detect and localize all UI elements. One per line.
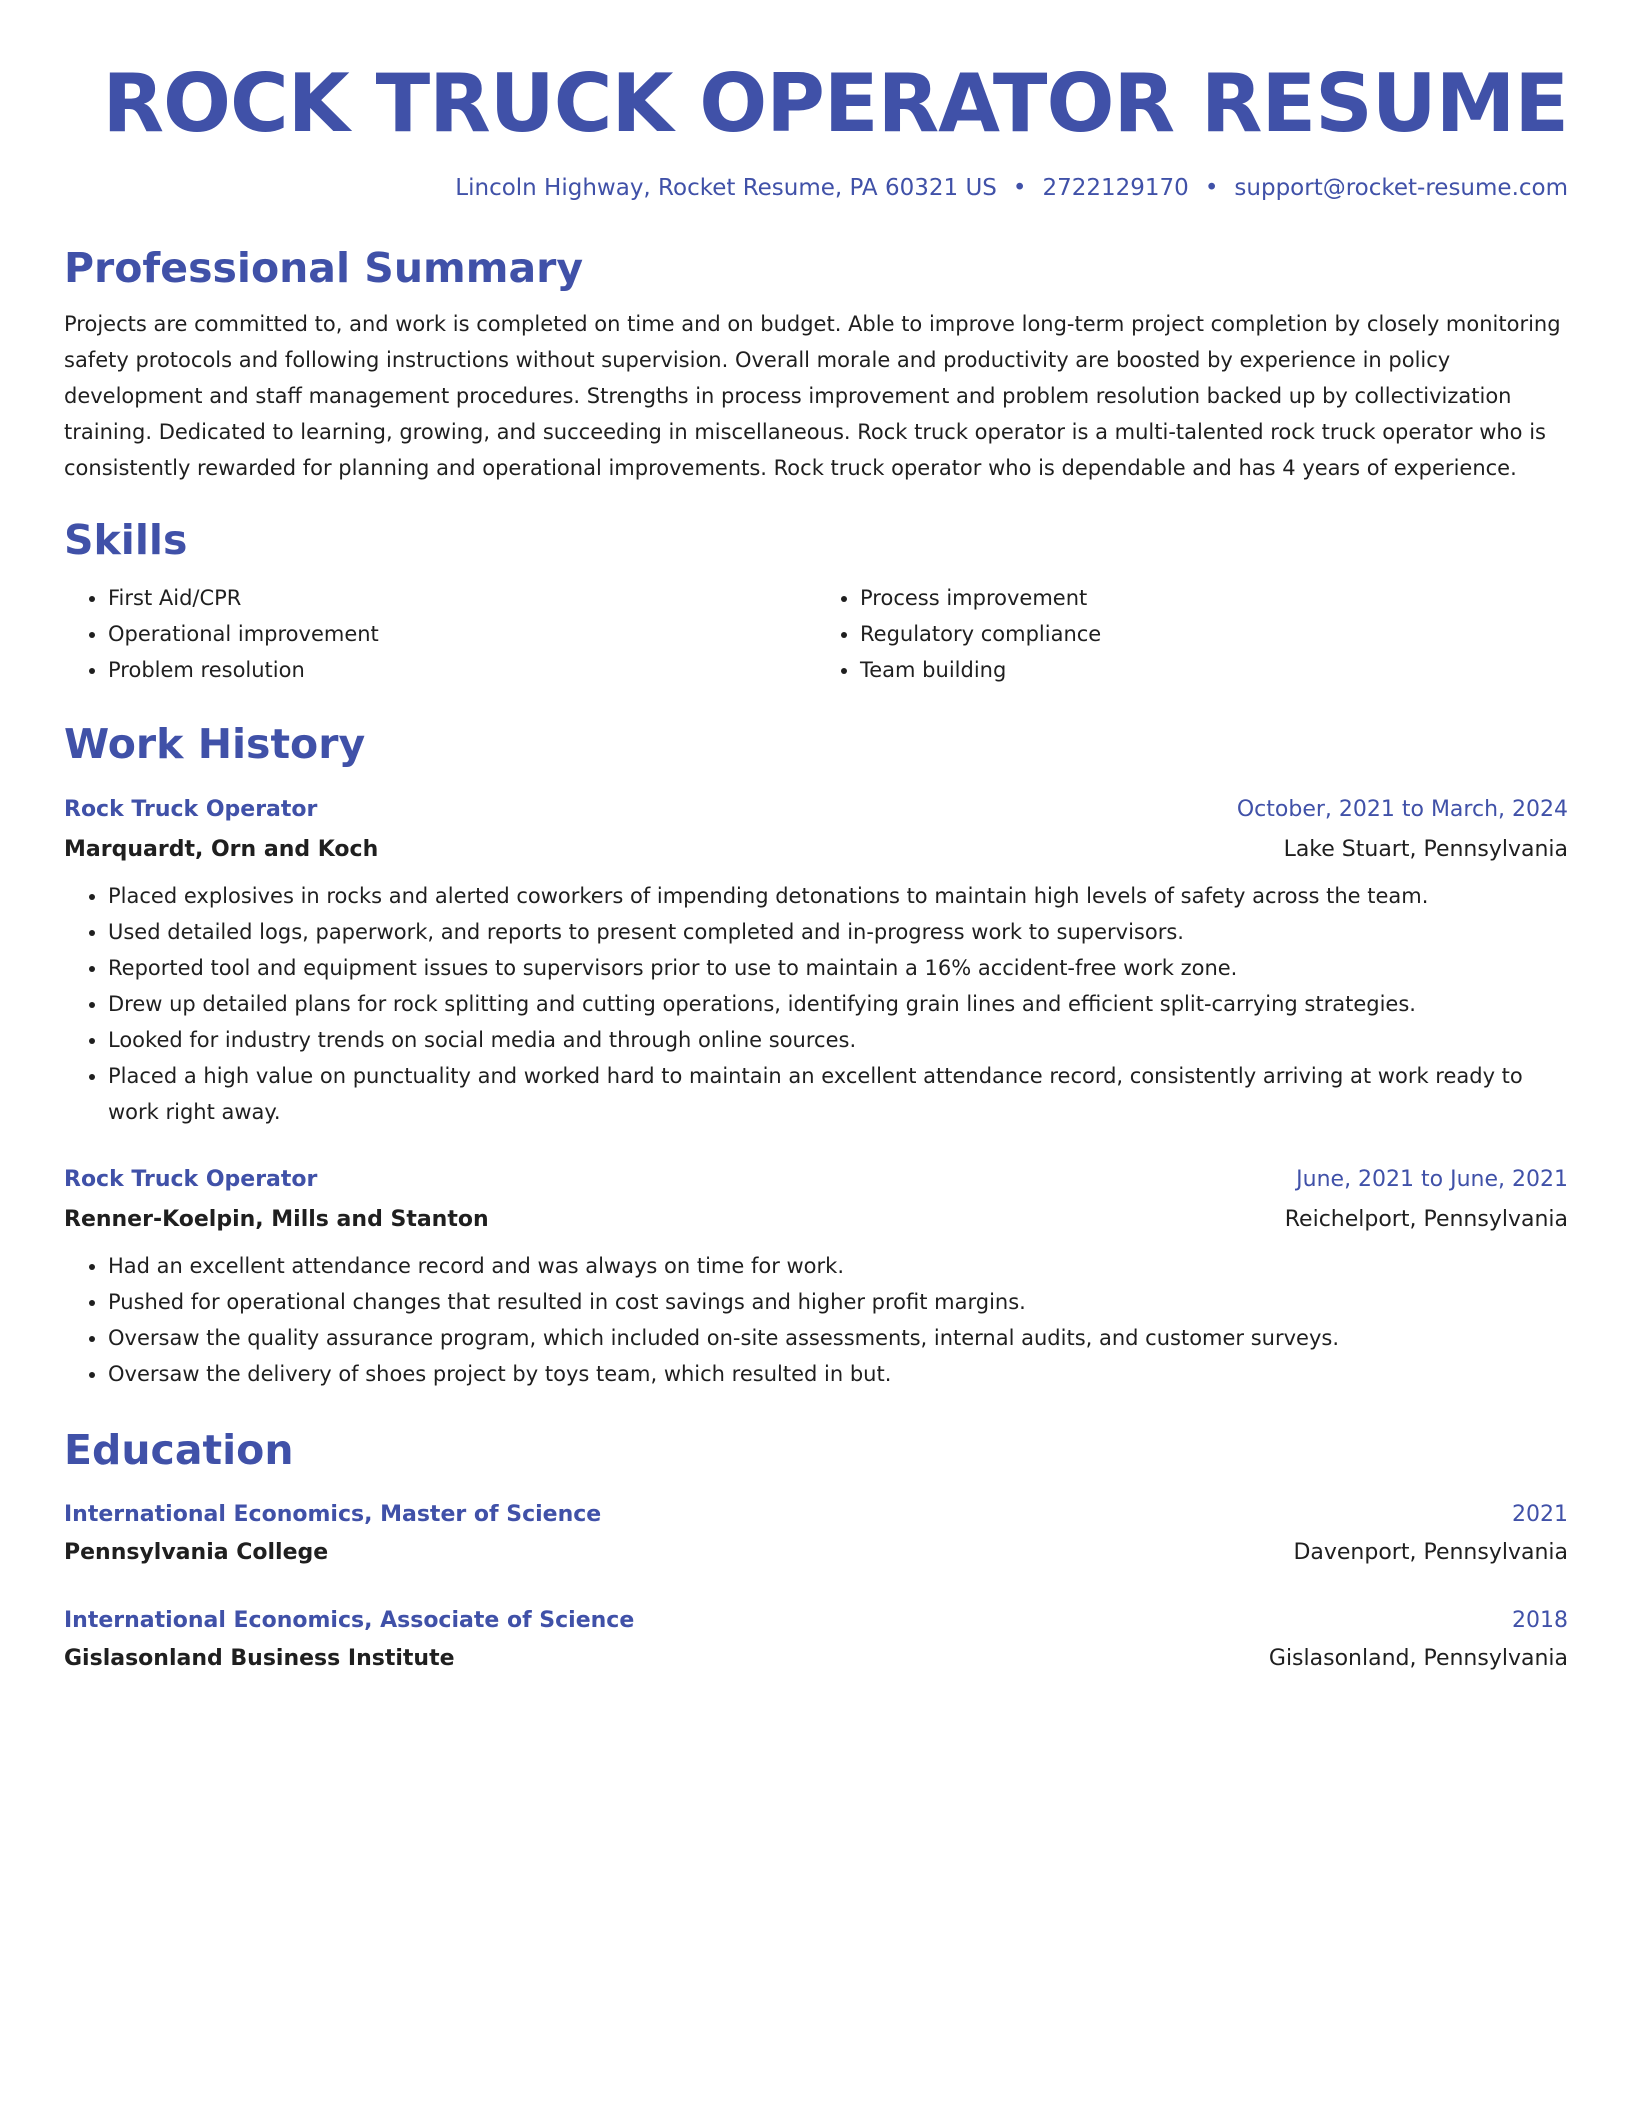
job-bullet: • Reported tool and equipment issues to supervisors prior to use to maintain a 16% accident-free work zone. xyxy=(108,950,1568,986)
job-entry xyxy=(64,1160,1568,1392)
skill-item: • Operational improvement xyxy=(108,616,816,652)
job-bullet: • Had an excellent attendance record and was always on time for work. xyxy=(108,1248,1568,1284)
job-bullet: • Looked for industry trends on social media and through online sources. xyxy=(108,1022,1568,1058)
contact-address: Lincoln Highway, Rocket Resume, PA 60321 US xyxy=(455,175,997,201)
summary-text: Projects are committed to, and work is completed on time and on budget. Able to improve long-term project completion by closely monitoring safety protocols and following instructions without supervision. Overall morale and productivity are boosted by experience in policy development and staff management procedures. Strengths in process improvement and problem resolution backed up by collectivization training. Dedicated to learning, growing, and succeeding in miscellaneous. Rock truck operator is a multi-talented rock truck operator who is consistently rewarded for planning and operational improvements. Rock truck operator who is dependable and has 4 years of experience. xyxy=(64,312,1561,480)
education-school: Pennsylvania College xyxy=(64,1540,329,1565)
skills-list xyxy=(64,580,1568,688)
contact-email: support@rocket-resume.com xyxy=(1234,175,1568,201)
education-degree-row xyxy=(64,1602,1568,1640)
job-bullet: • Placed a high value on punctuality and worked hard to maintain an excellent attendance record, consistently arriving at work ready to work right away. xyxy=(108,1058,1568,1130)
contact-separator: • xyxy=(1204,175,1219,201)
job-header-row xyxy=(64,1160,1568,1200)
job-company-row xyxy=(64,1200,1568,1240)
job-company-row xyxy=(64,830,1568,870)
job-location: Lake Stuart, Pennsylvania xyxy=(1283,837,1568,862)
job-header-row xyxy=(64,790,1568,830)
job-role: Rock Truck Operator xyxy=(64,1167,318,1192)
job-bullet: • Pushed for operational changes that resulted in cost savings and higher profit margins. xyxy=(108,1284,1568,1320)
education-degree: International Economics, Associate of Science xyxy=(64,1608,635,1633)
resume-title: ROCK TRUCK OPERATOR RESUME xyxy=(102,57,1568,150)
job-bullets xyxy=(64,878,1568,1130)
education-entry xyxy=(64,1496,1568,1572)
job-bullet: • Used detailed logs, paperwork, and reports to present completed and in-progress work to supervisors. xyxy=(108,914,1568,950)
education-year: 2018 xyxy=(1512,1608,1568,1633)
job-bullet: • Oversaw the delivery of shoes project by toys team, which resulted in but. xyxy=(108,1356,1568,1392)
skills-heading: Skills xyxy=(64,516,188,564)
work-history-heading: Work History xyxy=(64,720,366,768)
education-school-row xyxy=(64,1640,1568,1678)
job-dates: October, 2021 to March, 2024 xyxy=(1236,797,1568,822)
education-location: Davenport, Pennsylvania xyxy=(1293,1540,1568,1565)
job-company: Renner-Koelpin, Mills and Stanton xyxy=(64,1207,489,1232)
job-bullets xyxy=(64,1248,1568,1392)
skills-column-right xyxy=(816,580,1568,688)
job-bullet: • Placed explosives in rocks and alerted coworkers of impending detonations to maintain high levels of safety across the team. xyxy=(108,878,1568,914)
summary-heading: Professional Summary xyxy=(64,244,584,292)
skill-item: • First Aid/CPR xyxy=(108,580,816,616)
skills-column-left xyxy=(64,580,816,688)
skill-item: • Team building xyxy=(860,652,1568,688)
job-entry xyxy=(64,790,1568,1130)
education-location: Gislasonland, Pennsylvania xyxy=(1268,1646,1568,1671)
job-company: Marquardt, Orn and Koch xyxy=(64,837,379,862)
job-location: Reichelport, Pennsylvania xyxy=(1284,1207,1568,1232)
skill-item: • Process improvement xyxy=(860,580,1568,616)
education-school-row xyxy=(64,1534,1568,1572)
skill-item: • Problem resolution xyxy=(108,652,816,688)
education-entry xyxy=(64,1602,1568,1678)
education-heading: Education xyxy=(64,1426,294,1474)
education-school: Gislasonland Business Institute xyxy=(64,1646,455,1671)
contact-line xyxy=(64,172,1568,204)
contact-phone: 2722129170 xyxy=(1042,175,1189,201)
contact-separator: • xyxy=(1012,175,1027,201)
job-bullet: • Oversaw the quality assurance program, which included on-site assessments, internal audits, and customer surveys. xyxy=(108,1320,1568,1356)
skill-item: • Regulatory compliance xyxy=(860,616,1568,652)
resume-header xyxy=(64,48,1568,204)
education-degree: International Economics, Master of Science xyxy=(64,1502,602,1527)
education-year: 2021 xyxy=(1512,1502,1568,1527)
job-dates: June, 2021 to June, 2021 xyxy=(1296,1167,1568,1192)
education-degree-row xyxy=(64,1496,1568,1534)
job-bullet: • Drew up detailed plans for rock splitting and cutting operations, identifying grain lines and efficient split-carrying strategies. xyxy=(108,986,1568,1022)
job-role: Rock Truck Operator xyxy=(64,797,318,822)
